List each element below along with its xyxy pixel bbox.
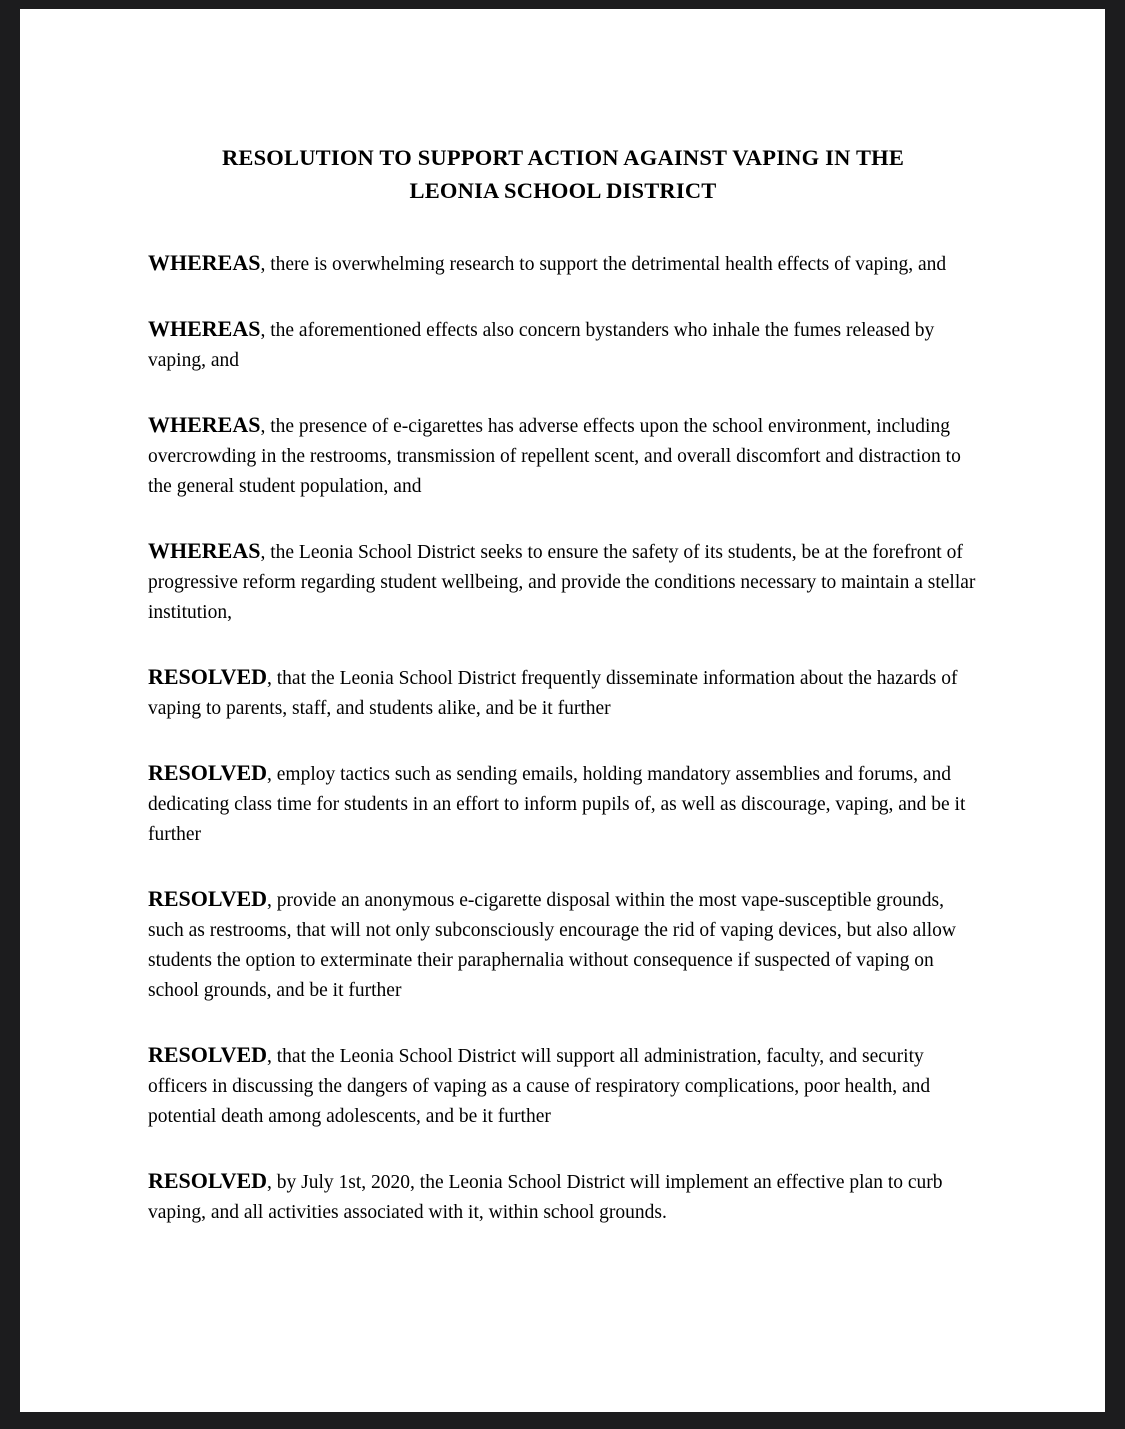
paragraph-body-text: , the aforementioned effects also concern bystanders who inhale the fumes released by vaping, and — [148, 320, 935, 371]
document-title-line-1: RESOLUTION TO SUPPORT ACTION AGAINST VAPING IN THE — [221, 145, 905, 170]
paragraph-body-text: , the presence of e-cigarettes has adverse effects upon the school environment, including overcrowding in the restrooms, transmission of repellent scent, and overall discomfort and distraction to the general student population, and — [148, 416, 961, 497]
document-page — [20, 9, 1105, 1412]
document-paragraph — [148, 1166, 978, 1228]
paragraph-body-text: , there is overwhelming research to support the detrimental health effects of vaping, and — [260, 254, 947, 275]
document-paragraph — [148, 410, 978, 502]
document-paragraph — [148, 1040, 978, 1132]
paragraph-lead-word: RESOLVED — [148, 886, 268, 911]
paragraph-lead-word: RESOLVED — [148, 664, 268, 689]
document-paragraph — [148, 884, 978, 1006]
document-title-line-2: LEONIA SCHOOL DISTRICT — [409, 178, 717, 203]
paragraph-lead-word: RESOLVED — [148, 1168, 268, 1193]
document-body — [148, 248, 978, 1228]
paragraph-lead-word: RESOLVED — [148, 1042, 268, 1067]
document-paragraph — [148, 314, 978, 376]
document-paragraph — [148, 758, 978, 850]
paragraph-body-text: , by July 1st, 2020, the Leonia School District will implement an effective plan to curb vaping, and all activities associated with it, within school grounds. — [148, 1172, 943, 1223]
paragraph-lead-word: WHEREAS — [148, 250, 261, 275]
paragraph-lead-word: WHEREAS — [148, 412, 261, 437]
paragraph-lead-word: WHEREAS — [148, 538, 261, 563]
paragraph-lead-word: RESOLVED — [148, 760, 268, 785]
paragraph-body-text: , that the Leonia School District will support all administration, faculty, and security officers in discussing the dangers of vaping as a cause of respiratory complications, poor health, and potential death among adolescents, and be it further — [148, 1046, 931, 1127]
paragraph-body-text: , provide an anonymous e-cigarette disposal within the most vape-susceptible grounds, such as restrooms, that will not only subconsciously encourage the rid of vaping devices, but also allow students the option to exterminate their paraphernalia without consequence if suspected of vaping on school grounds, and be it further — [148, 890, 957, 1001]
document-title — [148, 141, 978, 207]
document-paragraph — [148, 248, 978, 280]
paragraph-body-text: , the Leonia School District seeks to ensure the safety of its students, be at the forefront of progressive reform regarding student wellbeing, and provide the conditions necessary to maintain a stellar institution, — [148, 542, 976, 623]
paragraph-lead-word: WHEREAS — [148, 316, 261, 341]
paragraph-body-text: , employ tactics such as sending emails, holding mandatory assemblies and forums, and dedicating class time for students in an effort to inform pupils of, as well as discourage, vaping, and be it further — [148, 764, 966, 845]
document-paragraph — [148, 662, 978, 724]
paragraph-body-text: , that the Leonia School District frequently disseminate information about the hazards of vaping to parents, staff, and students alike, and be it further — [148, 668, 958, 719]
document-paragraph — [148, 536, 978, 628]
